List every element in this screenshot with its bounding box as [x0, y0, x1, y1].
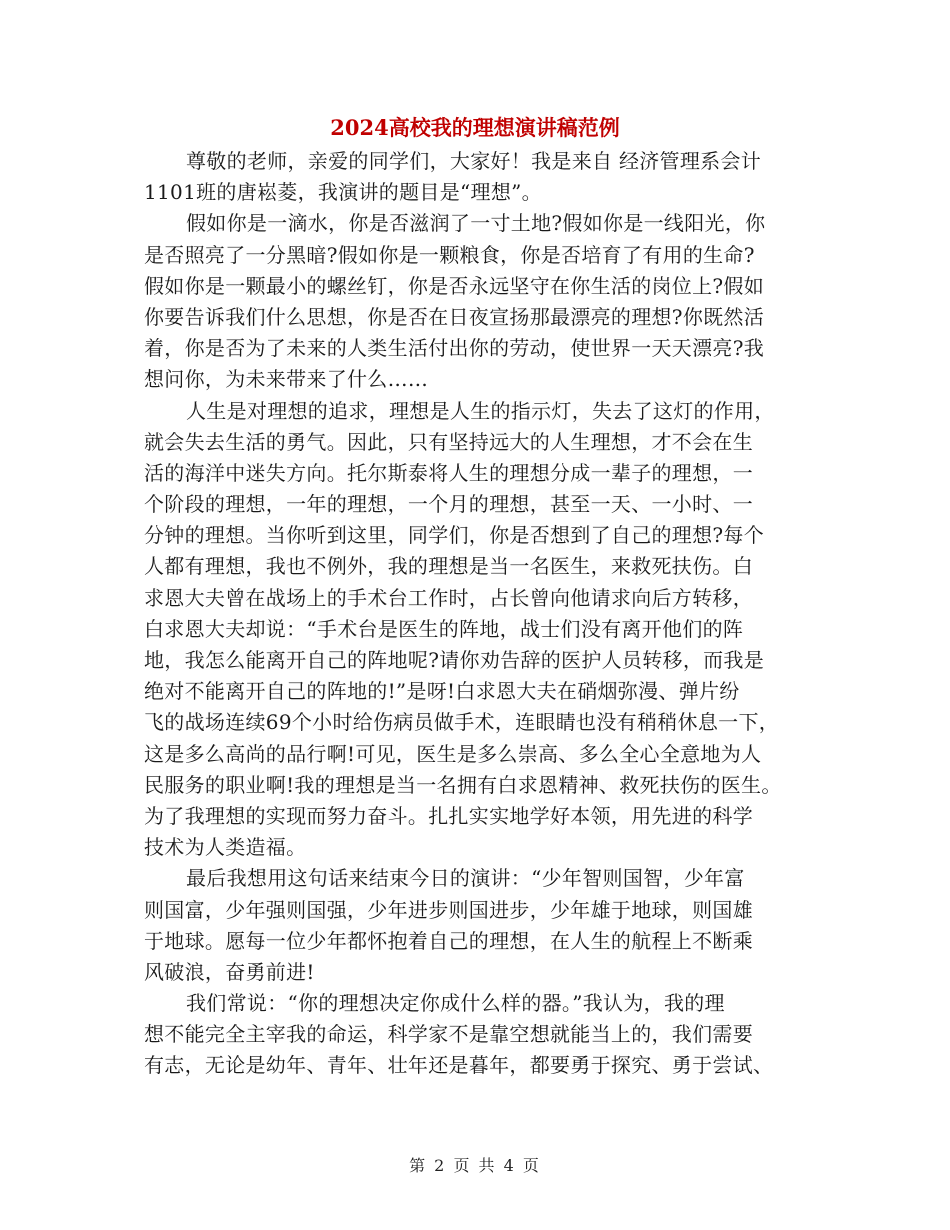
body-line: 想问你，为未来带来了什么……: [144, 367, 429, 392]
body-line: 人都有理想，我也不例外，我的理想是当一名医生，来救死扶伤。白: [144, 554, 753, 579]
body-line: 分钟的理想。当你听到这里，同学们，你是否想到了自己的理想?每个: [144, 523, 765, 548]
body-line: 民服务的职业啊!我的理想是当一名拥有白求恩精神、救死扶伤的医生。: [144, 772, 782, 797]
body-line: 最后我想用这句话来结束今日的演讲：“少年智则国智，少年富: [186, 866, 745, 891]
body-line: 活的海洋中迷失方向。托尔斯泰将人生的理想分成一辈子的理想，一: [144, 460, 753, 485]
body-line: 技术为人类造福。: [144, 835, 307, 860]
body-line: 假如你是一滴水，你是否滋润了一寸土地?假如你是一线阳光，你: [186, 211, 766, 236]
body-line: 地，我怎么能离开自己的阵地呢?请你劝告辞的医护人员转移，而我是: [144, 648, 765, 672]
body-line: 白求恩大夫却说：“手术台是医生的阵地，战士们没有离开他们的阵: [144, 616, 744, 641]
body-line: 是否照亮了一分黑暗?假如你是一颗粮食，你是否培育了有用的生命?: [144, 242, 755, 267]
body-line: 假如你是一颗最小的螺丝钉，你是否永远坚守在你生活的岗位上?假如: [144, 273, 765, 298]
body-line: 个阶段的理想，一年的理想，一个月的理想，甚至一天、一小时、一: [144, 492, 753, 517]
page-footer: 第 2 页 共 4 页: [409, 1156, 541, 1175]
document-title: 2024高校我的理想演讲稿范例: [330, 115, 620, 140]
body-line: 有志，无论是幼年、青年、壮年还是暮年，都要勇于探究、勇于尝试、: [144, 1053, 774, 1078]
body-line: 着，你是否为了未来的人类生活付出你的劳动，使世界一天天漂亮?我: [144, 336, 765, 361]
body-line: 为了我理想的实现而努力奋斗。扎扎实实地学好本领，用先进的科学: [144, 803, 753, 828]
body-line: 飞的战场连续69个小时给伤病员做手术，连眼睛也没有稍稍休息一下，: [144, 710, 780, 735]
body-line: 于地球。愿每一位少年都怀抱着自己的理想，在人生的航程上不断乘: [144, 928, 753, 953]
body-line: 想不能完全主宰我的命运，科学家不是靠空想就能当上的，我们需要: [144, 1022, 753, 1047]
body-line: 绝对不能离开自己的阵地的!”是呀!白求恩大夫在硝烟弥漫、弹片纷: [144, 679, 740, 704]
body-line: 风破浪，奋勇前进!: [144, 959, 315, 984]
body-line: 求恩大夫曾在战场上的手术台工作时，占长曾向他请求向后方转移，: [144, 585, 753, 610]
body-line: 人生是对理想的追求，理想是人生的指示灯，失去了这灯的作用，: [186, 398, 775, 423]
body-line: 这是多么高尚的品行啊!可见，医生是多么崇高、多么全心全意地为人: [144, 741, 762, 766]
body-line: 尊敬的老师，亲爱的同学们，大家好！我是来自 经济管理系会计: [186, 149, 762, 173]
body-line: 就会失去生活的勇气。因此，只有坚持远大的人生理想，才不会在生: [144, 429, 753, 454]
body-line: 你要告诉我们什么思想，你是否在日夜宣扬那最漂亮的理想?你既然活: [144, 304, 765, 329]
body-line: 我们常说：“你的理想决定你成什么样的器。”我认为，我的理: [186, 991, 725, 1016]
body-line: 则国富，少年强则国强，少年进步则国进步，少年雄于地球，则国雄: [144, 897, 753, 922]
body-line: 1101班的唐崧菱，我演讲的题目是“理想”。: [144, 180, 542, 205]
document-body: [144, 146, 824, 1082]
